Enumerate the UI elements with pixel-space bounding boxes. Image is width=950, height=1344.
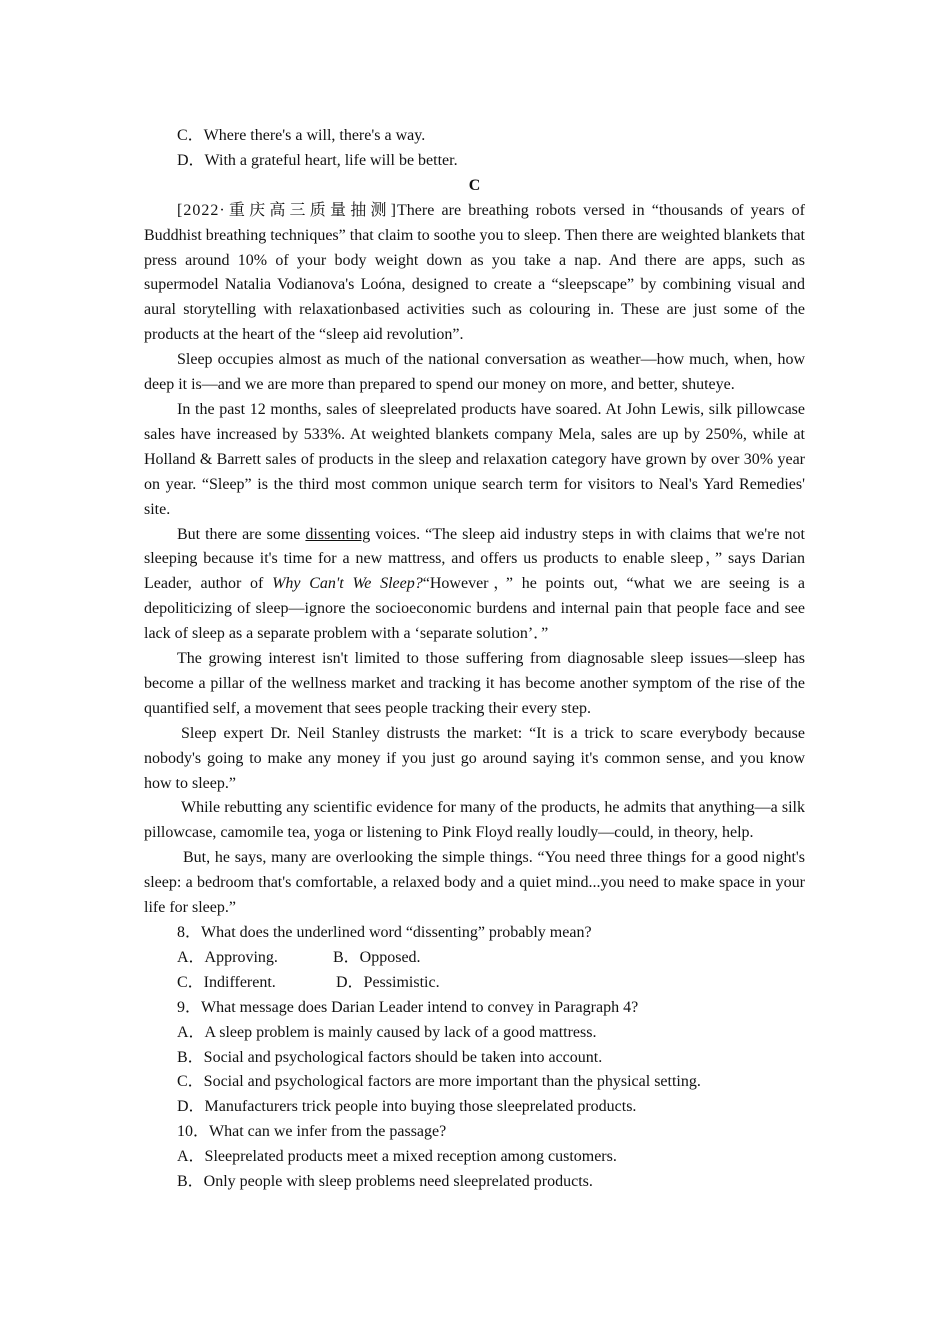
document-page [144,124,805,1195]
passage-paragraph-3: In the past 12 months, sales of sleeprelated products have soared. At John Lewis, silk pillowcase sales have increased by 533%. At weighted blankets company Mela, sales are up by 250%, while at Holland & Barrett sales of products in the sleep and relaxation category have grown by over 30% year on year. “Sleep” is the third most common unique search term for visitors to Neal's Yard Remedies' site. [144,400,805,518]
question-8-option-d: D．Pessimistic. [336,973,440,991]
paragraph-4-text-c: “However，” he points out, “what we are seeing is a depoliticizing of sleep—ignore the socioeconomic burdens and internal pain that people face and see lack of sleep as a separate problem with a ‘separate solution’．” [144,575,806,643]
passage-paragraph-5: The growing interest isn't limited to those suffering from diagnosable sleep issues—sleep has become a pillar of the wellness market and tracking it has become another symptom of the rise of the quantified self, a movement that sees people tracking their every step. [144,650,805,717]
passage-paragraph-4 [144,523,805,648]
question-8-options-row-1 [144,946,805,971]
prev-option-d: D．With a grateful heart, life will be better. [177,151,458,169]
passage-paragraph-7: While rebutting any scientific evidence for many of the products, he admits that anything—a silk pillowcase, camomile tea, yoga or listening to Pink Floyd really loudly—could, in theory, help. [144,799,805,842]
question-8-options-row-2 [144,971,805,996]
prev-option-c: C．Where there's a will, there's a way. [177,127,426,144]
passage-paragraph-8: But, he says, many are overlooking the simple things. “You need three things for a good night's sleep: a bedroom that's comfortable, a relaxed body and a quiet mind...you need to make space in your life for sleep.” [144,849,805,917]
question-8-option-a: A．Approving. [177,948,278,966]
passage-paragraph-1 [144,199,805,348]
source-tag: [2022·重庆高三质量抽测] [177,201,397,219]
question-10-option-b: B．Only people with sleep problems need sleeprelated products. [177,1173,593,1191]
question-9-option-b: B．Social and psychological factors should be taken into account. [177,1048,603,1066]
question-10-stem: 10．What can we infer from the passage? [177,1123,447,1141]
question-9-stem: 9．What message does Darian Leader intend to convey in Paragraph 4? [177,998,639,1016]
section-heading: C [468,176,481,194]
passage-paragraph-2: Sleep occupies almost as much of the national conversation as weather—how much, when, how deep it is—and we are more than prepared to spend our money on more, and better, shuteye. [144,351,805,394]
question-10-option-a: A．Sleeprelated products meet a mixed reception among customers. [177,1148,617,1166]
paragraph-1-text: There are breathing robots versed in “thousands of years of Buddhist breathing techniques” that claim to soothe you to sleep. Then there are weighted blankets that press around 10% of your body weight down as you take a nap. And there are apps, such as supermodel Natalia Vodianova's Loóna, designed to create a “sleepscape” by combining visual and aural storytelling with relaxationbased activities such as colouring in. These are just some of the products at the heart of the “sleep aid revolution”. [144,201,805,344]
paragraph-4-text-b: voices. “The sleep aid industry steps in with claims that we're not sleeping because it's time for a new mattress, and offers us products to enable sleep，” says Darian Leader, author of [144,525,806,593]
passage-paragraph-6: Sleep expert Dr. Neil Stanley distrusts the market: “It is a trick to scare everybody because nobody's going to make any money if you just go around saying it's common sense, and you know how to sleep.” [144,724,805,792]
question-9-option-a: A．A sleep problem is mainly caused by lack of a good mattress. [177,1023,597,1041]
paragraph-4-text-a: But there are some [177,525,306,543]
question-8-option-c: C．Indifferent. [177,973,276,991]
question-8-stem: 8．What does the underlined word “dissenting” probably mean? [177,924,592,941]
book-title: Why Can't We Sleep? [272,575,423,593]
underlined-word: dissenting [305,525,371,543]
question-9-option-c: C．Social and psychological factors are more important than the physical setting. [177,1073,701,1091]
question-9-option-d: D．Manufacturers trick people into buying those sleeprelated products. [177,1098,637,1116]
question-8-option-b: B．Opposed. [333,948,421,966]
